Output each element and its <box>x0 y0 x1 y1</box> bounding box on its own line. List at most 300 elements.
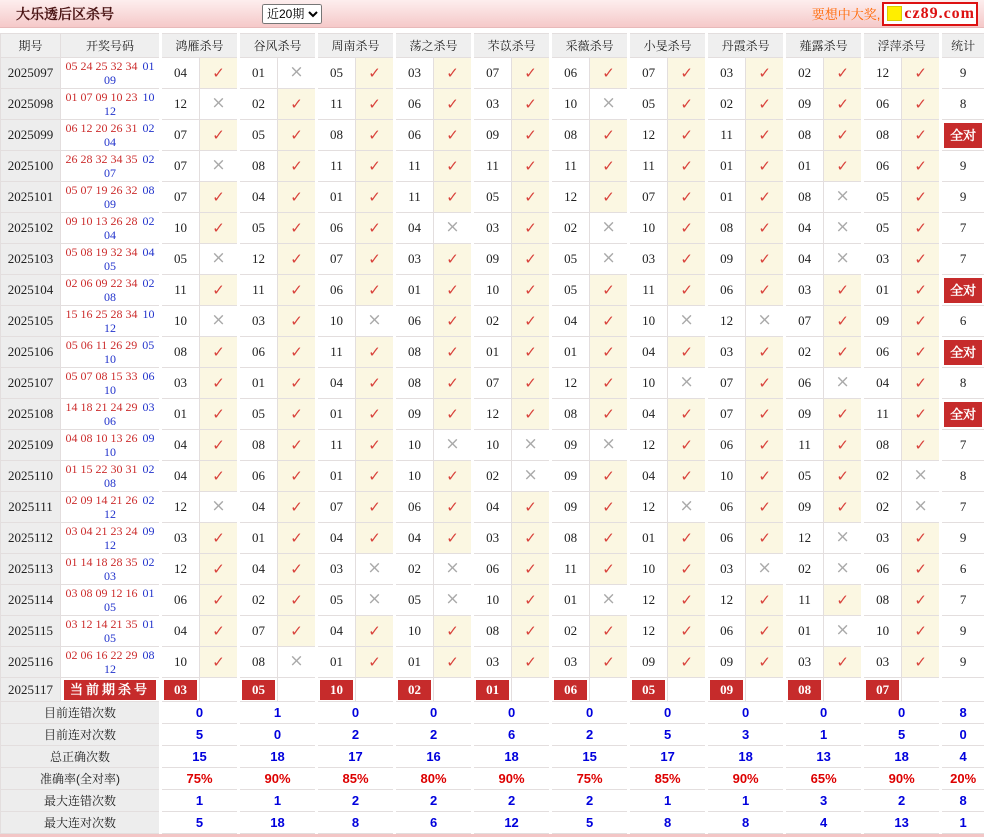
back-zone-number-1: 09 <box>143 431 155 445</box>
kill-number-cell: 05 <box>863 182 902 213</box>
kill-number-cell: 06 <box>707 523 746 554</box>
kill-number-cell: 05 <box>239 399 278 430</box>
kill-result-cell <box>512 213 551 244</box>
summary-value-cell: 2 <box>551 724 629 746</box>
kill-number-cell: 02 <box>785 58 824 89</box>
kill-number-cell: 10 <box>473 275 512 306</box>
period-cell: 2025108 <box>1 399 61 430</box>
kill-number-cell: 07 <box>239 616 278 647</box>
kill-result-cell <box>434 616 473 647</box>
kill-number-cell: 04 <box>161 430 200 461</box>
draw-numbers-cell <box>61 492 161 523</box>
kill-result-cell <box>512 616 551 647</box>
summary-value-cell: 85% <box>317 768 395 790</box>
cross-icon: × <box>836 558 850 578</box>
kill-result-cell <box>356 616 395 647</box>
back-zone-number-2: 12 <box>104 538 116 552</box>
kill-result-cell <box>200 647 239 678</box>
check-icon: ✓ <box>602 467 615 485</box>
kill-number-cell: 10 <box>629 306 668 337</box>
check-icon: ✓ <box>524 405 537 423</box>
kill-number-cell: 03 <box>551 647 590 678</box>
kill-result-cell <box>824 647 863 678</box>
current-period-row <box>1 678 984 702</box>
stat-cell: 7 <box>941 244 984 275</box>
kill-number-cell: 04 <box>785 244 824 275</box>
summary-value-cell: 8 <box>707 812 785 834</box>
kill-result-cell <box>278 647 317 678</box>
kill-result-cell <box>512 244 551 275</box>
kill-number-cell: 05 <box>317 58 356 89</box>
stat-cell: 9 <box>941 58 984 89</box>
kill-number-cell: 08 <box>551 399 590 430</box>
stat-cell: 6 <box>941 306 984 337</box>
kill-number-cell: 05 <box>551 244 590 275</box>
kill-result-cell <box>902 182 941 213</box>
cross-icon: × <box>367 558 381 578</box>
check-icon: ✓ <box>290 281 303 299</box>
front-zone-numbers: 03 08 09 12 16 <box>66 586 138 600</box>
table-row <box>1 492 984 523</box>
kill-result-cell <box>824 120 863 151</box>
summary-label: 目前连错次数 <box>1 702 161 724</box>
kill-result-cell <box>746 244 785 275</box>
summary-value-cell: 17 <box>317 746 395 768</box>
kill-result-cell <box>824 492 863 523</box>
summary-value-cell: 5 <box>551 812 629 834</box>
kill-result-cell <box>668 616 707 647</box>
period-cell: 2025112 <box>1 523 61 554</box>
front-zone-numbers: 01 07 09 10 23 <box>66 90 138 104</box>
kill-result-cell <box>590 337 629 368</box>
kill-number-cell: 12 <box>629 616 668 647</box>
kill-result-cell <box>902 120 941 151</box>
current-label-cell <box>61 678 161 702</box>
kill-number-cell: 09 <box>785 399 824 430</box>
summary-value-cell: 13 <box>863 812 941 834</box>
back-zone-number-2: 09 <box>104 197 116 211</box>
check-icon: ✓ <box>446 281 459 299</box>
kill-result-cell <box>434 523 473 554</box>
kill-number-cell: 11 <box>863 399 902 430</box>
kill-number-cell: 09 <box>473 120 512 151</box>
summary-value-cell: 0 <box>707 702 785 724</box>
kill-number-cell: 03 <box>473 647 512 678</box>
check-icon: ✓ <box>680 95 693 113</box>
check-icon: ✓ <box>446 188 459 206</box>
kill-number-cell: 11 <box>395 151 434 182</box>
front-zone-numbers: 05 24 25 32 34 <box>66 59 138 73</box>
stat-cell: 9 <box>941 647 984 678</box>
back-zone-number-2: 10 <box>104 352 116 366</box>
kill-result-cell <box>356 275 395 306</box>
kill-number-cell: 12 <box>161 89 200 120</box>
cross-icon: × <box>836 186 850 206</box>
empty-result-cell <box>590 678 629 702</box>
check-icon: ✓ <box>446 529 459 547</box>
kill-result-cell <box>590 151 629 182</box>
kill-number-cell: 06 <box>317 213 356 244</box>
kill-number-cell: 06 <box>863 337 902 368</box>
kill-result-cell <box>746 368 785 399</box>
kill-number-cell: 10 <box>395 430 434 461</box>
kill-result-cell <box>668 306 707 337</box>
summary-stat-cell: 4 <box>941 746 984 768</box>
summary-value-cell: 90% <box>239 768 317 790</box>
kill-number-cell: 12 <box>785 523 824 554</box>
check-icon: ✓ <box>758 157 771 175</box>
kill-number-cell: 04 <box>629 337 668 368</box>
summary-value-cell: 0 <box>161 702 239 724</box>
stat-cell: 6 <box>941 554 984 585</box>
kill-result-cell <box>356 151 395 182</box>
kill-number-cell: 12 <box>629 585 668 616</box>
summary-value-cell: 90% <box>863 768 941 790</box>
empty-result-cell <box>278 678 317 702</box>
check-icon: ✓ <box>914 157 927 175</box>
kill-number-cell: 02 <box>239 89 278 120</box>
kill-result-cell <box>824 58 863 89</box>
kill-number-cell: 05 <box>551 275 590 306</box>
check-icon: ✓ <box>524 219 537 237</box>
kill-result-cell <box>746 120 785 151</box>
front-zone-numbers: 05 07 08 15 33 <box>66 369 138 383</box>
kill-number-cell: 08 <box>395 337 434 368</box>
kill-number-cell: 06 <box>239 337 278 368</box>
check-icon: ✓ <box>914 250 927 268</box>
period-cell: 2025100 <box>1 151 61 182</box>
kill-number-cell: 05 <box>629 89 668 120</box>
promo-text: 要想中大奖, <box>812 4 881 23</box>
summary-value-cell: 0 <box>785 702 863 724</box>
summary-value-cell: 1 <box>239 790 317 812</box>
kill-result-cell <box>746 554 785 585</box>
period-cell: 2025105 <box>1 306 61 337</box>
kill-result-cell <box>512 182 551 213</box>
draw-numbers-cell <box>61 337 161 368</box>
kill-number-cell: 01 <box>863 275 902 306</box>
kill-result-cell <box>512 492 551 523</box>
kill-number-cell: 01 <box>395 275 434 306</box>
cross-icon: × <box>836 372 850 392</box>
check-icon: ✓ <box>446 64 459 82</box>
kill-result-cell <box>668 213 707 244</box>
check-icon: ✓ <box>524 126 537 144</box>
cross-icon: × <box>445 217 459 237</box>
kill-result-cell <box>902 647 941 678</box>
current-kill-badge: 08 <box>788 680 821 700</box>
check-icon: ✓ <box>602 343 615 361</box>
all-correct-badge: 全对 <box>944 123 982 148</box>
kill-number-cell: 10 <box>629 368 668 399</box>
kill-result-cell <box>902 244 941 275</box>
kill-result-cell <box>356 213 395 244</box>
back-zone-number-2: 06 <box>104 414 116 428</box>
kill-result-cell <box>278 523 317 554</box>
kill-number-cell: 12 <box>707 585 746 616</box>
check-icon: ✓ <box>446 312 459 330</box>
period-cell: 2025113 <box>1 554 61 585</box>
kill-number-cell: 03 <box>161 523 200 554</box>
kill-number-cell: 10 <box>395 461 434 492</box>
header-draw-numbers: 开奖号码 <box>61 34 161 58</box>
summary-value-cell: 2 <box>395 790 473 812</box>
table-row <box>1 151 984 182</box>
kill-result-cell <box>434 647 473 678</box>
check-icon: ✓ <box>836 281 849 299</box>
kill-result-cell <box>590 554 629 585</box>
cross-icon: × <box>601 248 615 268</box>
cross-icon: × <box>601 217 615 237</box>
summary-value-cell: 2 <box>317 790 395 812</box>
summary-value-cell: 90% <box>707 768 785 790</box>
kill-result-cell <box>512 647 551 678</box>
kill-result-cell <box>434 399 473 430</box>
current-kill-cell <box>161 678 200 702</box>
kill-number-cell: 08 <box>239 430 278 461</box>
kill-number-cell: 06 <box>395 89 434 120</box>
current-kill-cell <box>317 678 356 702</box>
summary-value-cell: 6 <box>395 812 473 834</box>
front-zone-numbers: 03 12 14 21 35 <box>66 617 138 631</box>
cross-icon: × <box>445 434 459 454</box>
summary-value-cell: 85% <box>629 768 707 790</box>
check-icon: ✓ <box>446 95 459 113</box>
check-icon: ✓ <box>758 219 771 237</box>
kill-result-cell <box>434 368 473 399</box>
summary-value-cell: 2 <box>395 724 473 746</box>
kill-result-cell <box>200 337 239 368</box>
kill-result-cell <box>356 430 395 461</box>
back-zone-number-2: 12 <box>104 321 116 335</box>
check-icon: ✓ <box>836 312 849 330</box>
front-zone-numbers: 14 18 21 24 29 <box>66 400 138 414</box>
check-icon: ✓ <box>368 467 381 485</box>
stat-cell: 8 <box>941 89 984 120</box>
kill-result-cell <box>512 554 551 585</box>
kill-result-cell <box>356 244 395 275</box>
kill-number-cell: 07 <box>473 368 512 399</box>
period-cell: 2025102 <box>1 213 61 244</box>
kill-number-cell: 06 <box>863 89 902 120</box>
table-row <box>1 244 984 275</box>
kill-number-cell: 12 <box>551 182 590 213</box>
check-icon: ✓ <box>212 529 225 547</box>
kill-result-cell <box>668 492 707 523</box>
summary-value-cell: 12 <box>473 812 551 834</box>
summary-row <box>1 702 984 724</box>
kill-number-cell: 02 <box>395 554 434 585</box>
check-icon: ✓ <box>758 188 771 206</box>
check-icon: ✓ <box>446 405 459 423</box>
check-icon: ✓ <box>758 467 771 485</box>
front-zone-numbers: 05 08 19 32 34 <box>66 245 138 259</box>
check-icon: ✓ <box>680 467 693 485</box>
draw-numbers-cell <box>61 523 161 554</box>
cross-icon: × <box>211 248 225 268</box>
kill-result-cell <box>512 58 551 89</box>
draw-numbers-cell <box>61 213 161 244</box>
back-zone-number-2: 04 <box>104 228 116 242</box>
summary-value-cell: 17 <box>629 746 707 768</box>
check-icon: ✓ <box>836 436 849 454</box>
check-icon: ✓ <box>680 436 693 454</box>
cross-icon: × <box>836 248 850 268</box>
cross-icon: × <box>445 589 459 609</box>
kill-number-cell: 09 <box>551 492 590 523</box>
kill-number-cell: 05 <box>863 213 902 244</box>
kill-number-cell: 12 <box>161 492 200 523</box>
empty-result-cell <box>668 678 707 702</box>
kill-number-cell: 12 <box>707 306 746 337</box>
check-icon: ✓ <box>758 281 771 299</box>
kill-result-cell <box>278 554 317 585</box>
summary-value-cell: 1 <box>161 790 239 812</box>
kill-number-cell: 08 <box>239 647 278 678</box>
kill-result-cell <box>590 182 629 213</box>
back-zone-number-1: 05 <box>142 338 154 352</box>
summary-value-cell: 15 <box>161 746 239 768</box>
summary-value-cell: 90% <box>473 768 551 790</box>
kill-number-cell: 09 <box>785 89 824 120</box>
kill-result-cell <box>746 213 785 244</box>
draw-numbers-cell <box>61 585 161 616</box>
cross-icon: × <box>367 310 381 330</box>
check-icon: ✓ <box>836 126 849 144</box>
check-icon: ✓ <box>602 374 615 392</box>
kill-result-cell <box>902 368 941 399</box>
check-icon: ✓ <box>602 405 615 423</box>
kill-number-cell: 03 <box>161 368 200 399</box>
current-kill-cell <box>707 678 746 702</box>
kill-number-cell: 10 <box>395 616 434 647</box>
check-icon: ✓ <box>368 95 381 113</box>
check-icon: ✓ <box>680 64 693 82</box>
check-icon: ✓ <box>758 95 771 113</box>
check-icon: ✓ <box>914 622 927 640</box>
header-expert-3: 荡之杀号 <box>395 34 473 58</box>
kill-result-cell <box>902 585 941 616</box>
back-zone-number-1: 08 <box>143 648 155 662</box>
check-icon: ✓ <box>446 498 459 516</box>
check-icon: ✓ <box>680 343 693 361</box>
cross-icon: × <box>211 496 225 516</box>
back-zone-number-1: 02 <box>143 462 155 476</box>
summary-label: 目前连对次数 <box>1 724 161 746</box>
check-icon: ✓ <box>212 622 225 640</box>
kill-number-cell: 11 <box>473 151 512 182</box>
kill-number-cell: 04 <box>317 523 356 554</box>
check-icon: ✓ <box>524 591 537 609</box>
cross-icon: × <box>211 155 225 175</box>
kill-number-cell: 01 <box>239 368 278 399</box>
current-kill-badge: 07 <box>866 680 899 700</box>
check-icon: ✓ <box>524 312 537 330</box>
kill-number-cell: 04 <box>161 461 200 492</box>
period-range-select[interactable] <box>262 4 322 24</box>
kill-number-cell: 03 <box>707 554 746 585</box>
kill-number-cell: 03 <box>707 58 746 89</box>
check-icon: ✓ <box>212 281 225 299</box>
cz89-logo-link[interactable] <box>882 2 978 26</box>
kill-number-cell: 06 <box>785 368 824 399</box>
current-kill-cell <box>473 678 512 702</box>
kill-result-cell <box>590 399 629 430</box>
kill-result-cell <box>824 616 863 647</box>
back-zone-number-2: 12 <box>104 104 116 118</box>
kill-result-cell <box>746 182 785 213</box>
check-icon: ✓ <box>914 560 927 578</box>
kill-result-cell <box>824 461 863 492</box>
kill-result-cell <box>668 89 707 120</box>
back-zone-number-2: 08 <box>104 290 116 304</box>
summary-value-cell: 18 <box>473 746 551 768</box>
check-icon: ✓ <box>602 498 615 516</box>
kill-result-cell <box>668 151 707 182</box>
kill-number-cell: 11 <box>551 151 590 182</box>
front-zone-numbers: 01 15 22 30 31 <box>66 462 138 476</box>
front-zone-numbers: 09 10 13 26 28 <box>66 214 138 228</box>
table-row <box>1 120 984 151</box>
kill-number-cell: 10 <box>629 213 668 244</box>
kill-result-cell <box>824 182 863 213</box>
check-icon: ✓ <box>290 343 303 361</box>
kill-number-cell: 04 <box>395 213 434 244</box>
kill-result-cell <box>200 399 239 430</box>
kill-number-cell: 08 <box>551 523 590 554</box>
kill-result-cell <box>746 647 785 678</box>
check-icon: ✓ <box>524 64 537 82</box>
kill-result-cell <box>590 492 629 523</box>
check-icon: ✓ <box>758 374 771 392</box>
summary-value-cell: 0 <box>473 702 551 724</box>
summary-stat-cell: 8 <box>941 790 984 812</box>
kill-number-cell: 07 <box>473 58 512 89</box>
kill-number-cell: 04 <box>317 368 356 399</box>
summary-stat-cell: 8 <box>941 702 984 724</box>
check-icon: ✓ <box>368 405 381 423</box>
back-zone-number-2: 07 <box>104 166 116 180</box>
summary-value-cell: 15 <box>551 746 629 768</box>
kill-result-cell <box>902 306 941 337</box>
kill-number-cell: 07 <box>161 151 200 182</box>
cross-icon: × <box>445 558 459 578</box>
summary-value-cell: 16 <box>395 746 473 768</box>
kill-number-cell: 01 <box>239 58 278 89</box>
kill-number-cell: 08 <box>551 120 590 151</box>
check-icon: ✓ <box>368 498 381 516</box>
kill-number-cell: 11 <box>317 151 356 182</box>
empty-result-cell <box>434 678 473 702</box>
kill-number-cell: 12 <box>161 554 200 585</box>
kill-number-cell: 04 <box>239 182 278 213</box>
kill-result-cell <box>512 151 551 182</box>
kill-result-cell <box>746 616 785 647</box>
header-expert-1: 谷风杀号 <box>239 34 317 58</box>
kill-result-cell <box>278 120 317 151</box>
kill-number-cell: 01 <box>785 151 824 182</box>
kill-result-cell <box>824 554 863 585</box>
check-icon: ✓ <box>602 560 615 578</box>
kill-result-cell <box>512 430 551 461</box>
kill-number-cell: 11 <box>317 430 356 461</box>
check-icon: ✓ <box>524 498 537 516</box>
kill-result-cell <box>902 89 941 120</box>
check-icon: ✓ <box>524 95 537 113</box>
kill-number-cell: 06 <box>395 306 434 337</box>
kill-result-cell <box>356 461 395 492</box>
check-icon: ✓ <box>212 64 225 82</box>
